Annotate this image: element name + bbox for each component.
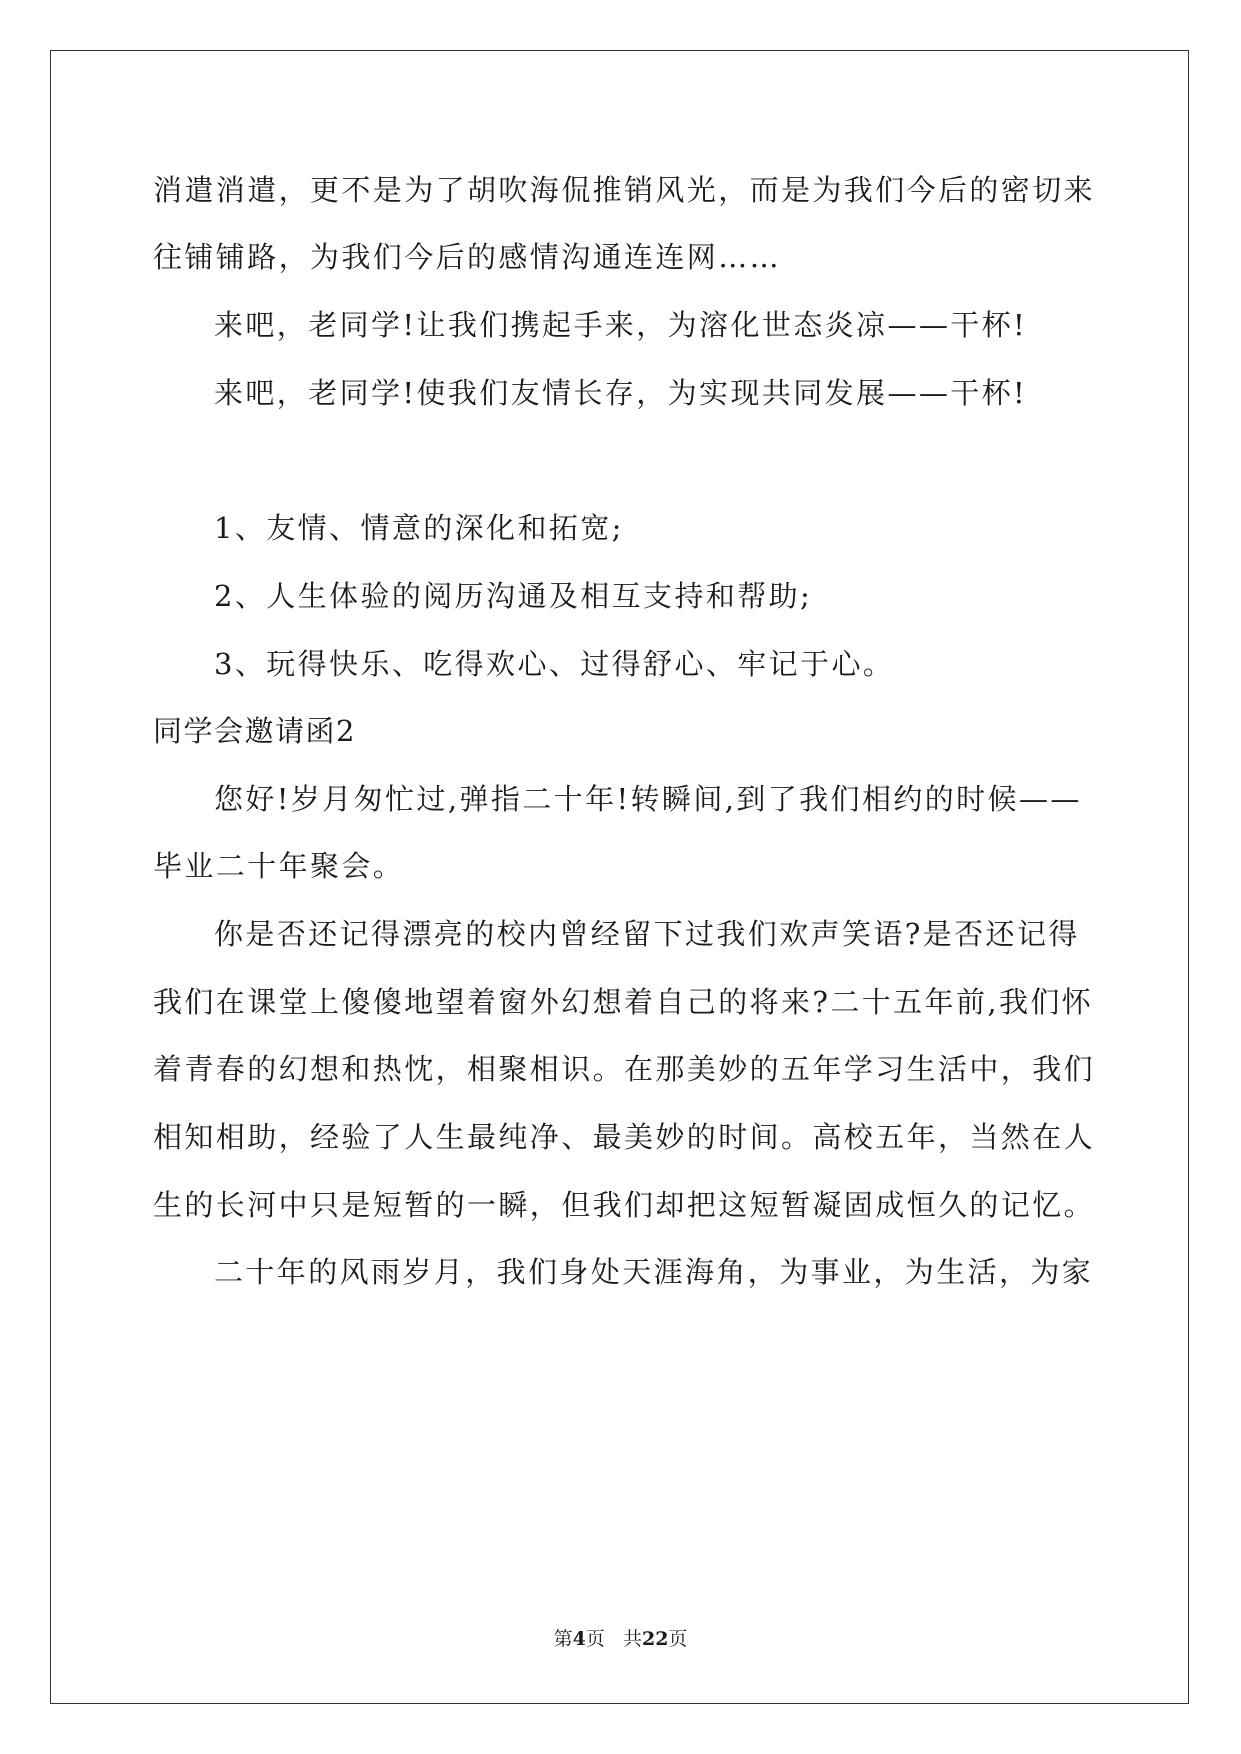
text-line: 消遣消遣，更不是为了胡吹海侃推销风光，而是为我们今后的密切来 xyxy=(153,173,1096,207)
text-line: 着青春的幻想和热忱，相聚相识。在那美妙的五年学习生活中，我们 xyxy=(153,1052,1096,1086)
text-line: 您好!岁月匆忙过,弹指二十年!转瞬间,到了我们相约的时候—— xyxy=(214,782,1082,816)
footer-total-suffix: 页 xyxy=(668,1628,688,1650)
text-line: 我们在课堂上傻傻地望着窗外幻想着自己的将来?二十五年前,我们怀 xyxy=(153,985,1094,1019)
current-page-number: 4 xyxy=(572,1628,586,1650)
footer-page-suffix: 页 xyxy=(585,1628,605,1650)
list-item: 3、玩得快乐、吃得欢心、过得舒心、牢记于心。 xyxy=(214,647,895,681)
page-footer xyxy=(0,1626,1241,1652)
text-line: 二十年的风雨岁月，我们身处天涯海角，为事业，为生活，为家 xyxy=(214,1255,1094,1289)
text-line: 你是否还记得漂亮的校内曾经留下过我们欢声笑语?是否还记得 xyxy=(214,917,1080,951)
list-item: 1、友情、情意的深化和拓宽; xyxy=(214,511,624,545)
text-line: 来吧，老同学!让我们携起手来，为溶化世态炎凉——干杯! xyxy=(214,308,1028,342)
text-line: 毕业二十年聚会。 xyxy=(153,849,405,883)
total-page-count: 22 xyxy=(641,1628,669,1650)
section-heading: 同学会邀请函2 xyxy=(153,714,356,748)
text-line: 往铺铺路，为我们今后的感情沟通连连网…… xyxy=(153,240,782,274)
text-line: 相知相助，经验了人生最纯净、最美妙的时间。高校五年，当然在人 xyxy=(153,1120,1096,1154)
text-line: 来吧，老同学!使我们友情长存，为实现共同发展——干杯! xyxy=(214,376,1028,410)
text-line: 生的长河中只是短暂的一瞬，但我们却把这短暂凝固成恒久的记忆。 xyxy=(153,1188,1096,1222)
list-item: 2、人生体验的阅历沟通及相互支持和帮助; xyxy=(214,579,813,613)
footer-prefix: 第 xyxy=(553,1628,573,1650)
footer-total-prefix: 共 xyxy=(622,1628,642,1650)
